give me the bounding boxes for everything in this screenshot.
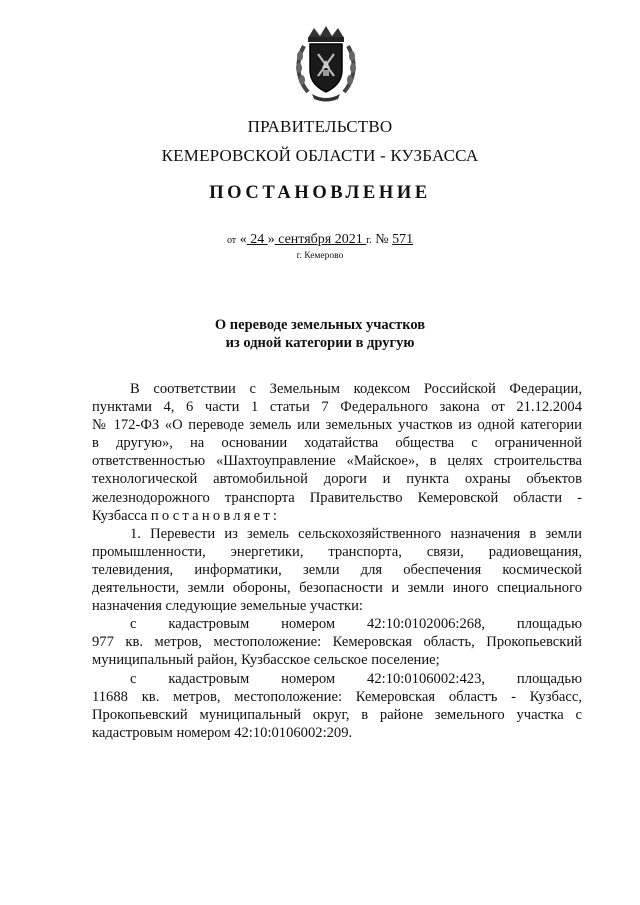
text-line: муниципальный район, Кузбасское сельское поселение; (92, 652, 440, 669)
date-number-line (0, 232, 640, 248)
quote-close: » (267, 232, 275, 247)
date-prefix: от (226, 235, 237, 246)
text-line: № 172-ФЗ «О переводе земель или земельных участков из одной категории (92, 417, 582, 434)
paragraph-item-1 (92, 525, 582, 615)
subject-line-2: из одной категории в другую (225, 335, 415, 351)
city-name: г. Кемерово (296, 251, 344, 261)
paragraph-plot-2 (92, 670, 582, 742)
region-title: КЕМЕРОВСКОЙ ОБЛАСТИ - КУЗБАССА (161, 146, 479, 165)
paragraph-plot-1 (92, 615, 582, 669)
text-line: деятельности, земли обороны, безопасности и земли иного специального (92, 580, 582, 597)
text-line (92, 507, 582, 525)
text-line: пунктами 4, 6 части 1 статьи 7 Федерального закона от 21.12.2004 (92, 399, 582, 416)
document-number: 571 (392, 232, 414, 247)
text-line: телевидения, информатики, земли для обеспечения космической (92, 561, 582, 578)
number-sign: № (375, 232, 389, 247)
date-day: 24 (246, 232, 268, 247)
document-subject (0, 316, 640, 352)
text-line: с кадастровым номером 42:10:0102006:268, площадью (130, 616, 582, 633)
text-line: 1. Перевести из земель сельскохозяйственного назначения в земли (130, 525, 582, 542)
document-type: ПОСТАНОВЛЕНИЕ (209, 183, 431, 203)
text-line: промышленности, энергетики, транспорта, связи, радиовещания, (92, 543, 582, 560)
text-line: кадастровым номером 42:10:0106002:209. (92, 724, 353, 741)
government-title: ПРАВИТЕЛЬСТВО (247, 117, 393, 136)
text-line: железнодорожного транспорта Правительство Кемеровской области - (92, 489, 582, 506)
text-line: технологической автомобильной дороги и пункта охраны объектов (92, 471, 582, 488)
text-line: назначения следующие земельные участки: (92, 598, 363, 615)
text-line: 11688 кв. метров, местоположение: Кемеровская областъ - Кузбасс, (92, 688, 582, 705)
subject-line-1: О переводе земельных участков (214, 317, 426, 333)
document-body (92, 380, 582, 742)
text-fragment: Кузбасса (92, 507, 151, 524)
coat-of-arms-icon (294, 24, 358, 102)
text-line: В соответствии с Земельным кодексом Российской Федерации, (130, 381, 582, 397)
text-line: ответственностью «Шахтоуправление «Майское», в целях строительства (92, 453, 582, 470)
text-line: в другую», на основании ходатайства общества с ограниченной (92, 435, 582, 452)
date-month-year: сентября 2021 (274, 232, 367, 247)
decree-keyword: постановляет: (150, 507, 281, 524)
year-suffix: г. (366, 235, 372, 246)
text-line: 977 кв. метров, местоположение: Кемеровская область, Прокопьевский (92, 634, 582, 651)
paragraph-preamble (92, 380, 582, 525)
text-line: с кадастровым номером 42:10:0106002:423, площадью (130, 670, 582, 687)
text-line: Прокопьевский муниципальный округ, в районе земельного участка с (92, 706, 582, 723)
quote-open: « (239, 232, 247, 247)
